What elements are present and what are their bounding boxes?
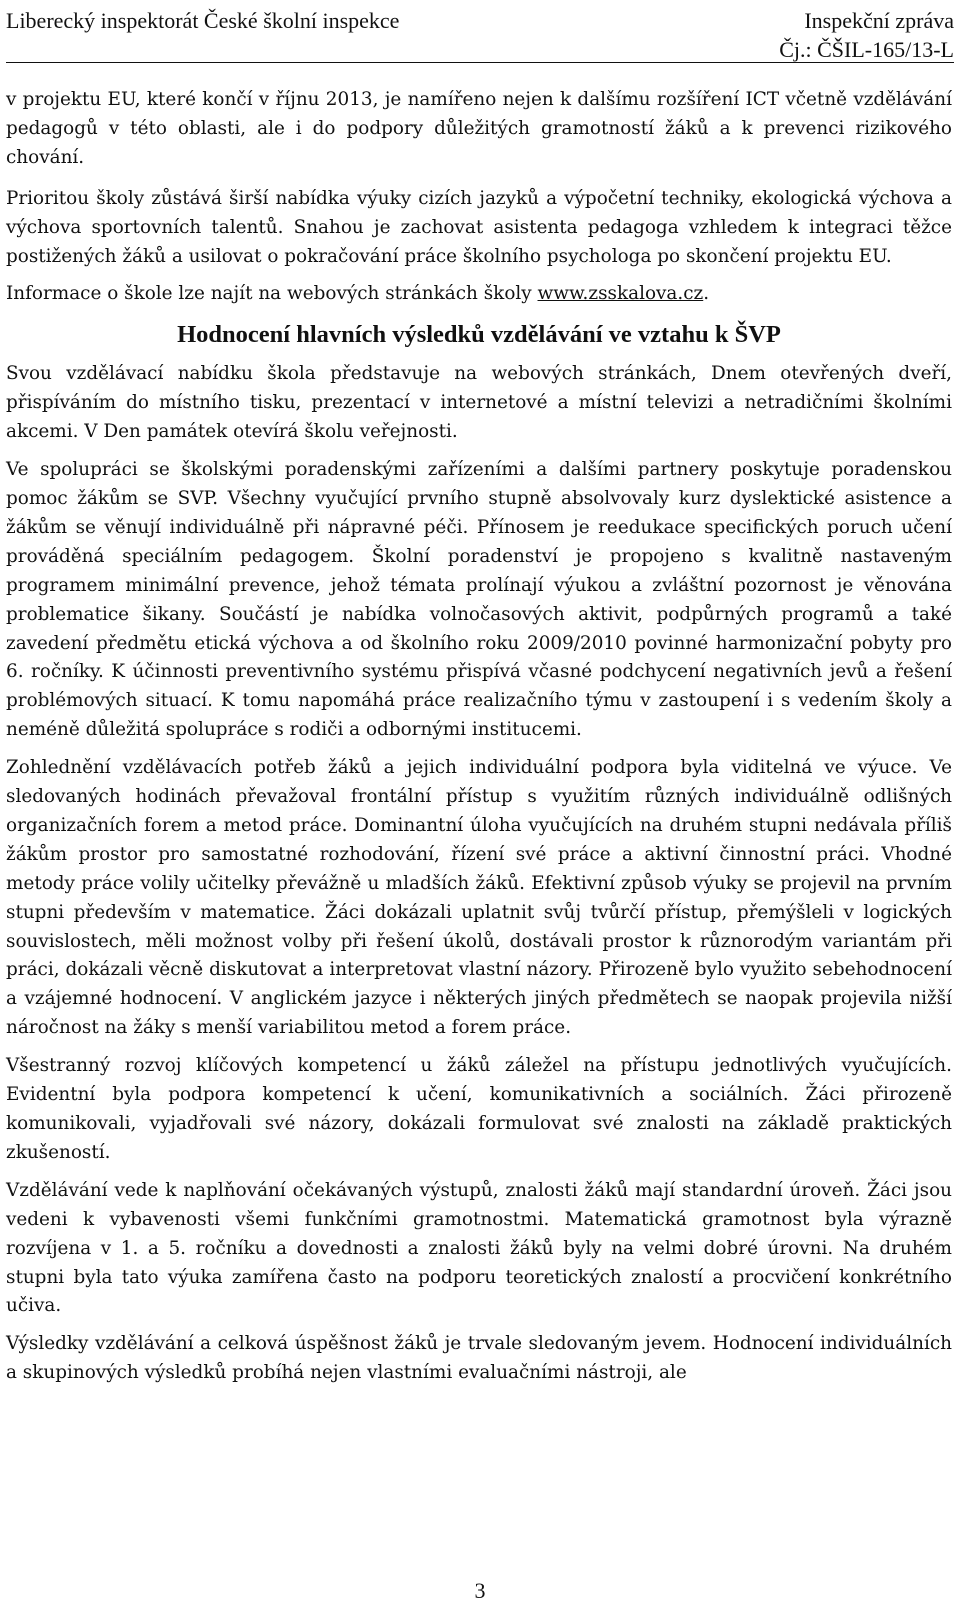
paragraph: Vzdělávání vede k naplňování očekávaných výstupů, znalosti žáků mají standardní úroveň. Žáci jsou vedeni k vybavenosti všemi funkčními gramotnostmi. Matematická gramotnost byla výrazně rozvíjena v 1. a 5. ročníku a dovednosti a znalosti žáků byly na velmi dobré úrovni. Na druhém stupni byla tato výuka zamířena často na podporu teoretických znalostí a procvičení konkrétního učiva. (6, 1179, 952, 1317)
info-text: Informace o škole lze najít na webových stránkách školy (6, 283, 538, 305)
info-line (6, 280, 952, 309)
info-suffix: . (703, 283, 710, 305)
paragraph: v projektu EU, které končí v říjnu 2013, je namířeno nejen k dalšímu rozšíření ICT včetně vzdělávání pedagogů v této oblasti, ale i do podpory důležitých gramotností žáků a k prevenci rizikového chování. (6, 89, 952, 168)
document-body (6, 86, 952, 1397)
paragraph: Zohlednění vzdělávacích potřeb žáků a jejich individuální podpora byla viditelná ve výuce. Ve sledovaných hodinách převažoval frontální přístup s využitím různých individuálně odlišných organizačních forem a metod práce. Dominantní úloha vyučujících na druhém stupni nedávala příliš žákům prostor pro samostatné rozhodování, řízení své práce a aktivní činnostní práci. Vhodné metody práce volily učitelky převážně u mladších žáků. Efektivní způsob výuky se projevil na prvním stupni především v matematice. Žáci dokázali uplatnit svůj tvůrčí přístup, přemýšleli v logických souvislostech, měli možnost volby při řešení úkolů, dostávali prostor k různorodým variantám při práci, dokázali věcně diskutovat a interpretovat vlastní názory. Přirozeně bylo využito sebehodnocení a vzájemné hodnocení. V anglickém jazyce i některých jiných předmětech se naopak projevila nižší náročnost na žáky s menší variabilitou metod a forem práce. (6, 757, 952, 1039)
header-report-info (779, 6, 954, 64)
school-website-link[interactable]: www.zsskalova.cz (537, 283, 704, 305)
section-heading: Hodnocení hlavních výsledků vzdělávání ve vztahu k ŠVP (177, 321, 781, 349)
header-reference-number: Čj.: ČŠIL-165/13-L (779, 37, 954, 62)
paragraph: Ve spolupráci se školskými poradenskými zařízeními a dalšími partnery poskytuje poradenskou pomoc žákům se SVP. Všechny vyučující prvního stupně absolvovaly kurz dyslektické asistence a žákům se věnují individuálně při nápravné péči. Přínosem je reedukace specifických poruch učení prováděná speciálním pedagogem. Školní poradenství je propojeno s kvalitně nastaveným programem minimální prevence, jehož témata prolínají výukou a zvláštní pozornost je věnována problematice šikany. Součástí je nabídka volnočasových aktivit, podpůrných programů a také zavedení předmětu etická výchova a od školního roku 2009/2010 povinné harmonizační pobyty pro 6. ročníky. K účinnosti preventivního systému přispívá včasné podchycení negativních jevů a řešení problémových situací. K tomu napomáhá práce realizačního týmu v zastoupení i s vedením školy a neméně důležitá spolupráce s rodiči a odbornými institucemi. (6, 459, 952, 741)
header-institution: Liberecký inspektorát České školní inspekce (6, 8, 400, 33)
page-header (6, 4, 954, 63)
header-report-type: Inspekční zpráva (804, 8, 954, 33)
page-number: 3 (474, 1578, 486, 1603)
paragraph: Výsledky vzdělávání a celková úspěšnost žáků je trvale sledovaným jevem. Hodnocení individuálních a skupinových výsledků probíhá nejen vlastními evaluačními nástroji, ale (6, 1333, 952, 1384)
paragraph: Prioritou školy zůstává širší nabídka výuky cizích jazyků a výpočetní techniky, ekologická výchova a výchova sportovních talentů. Snahou je zachovat asistenta pedagoga vzhledem k integraci těžce postižených žáků a usilovat o pokračování práce školního psychologa po skončení projektu EU. (6, 187, 952, 267)
paragraph: Svou vzdělávací nabídku škola představuje na webových stránkách, Dnem otevřených dveří, přispíváním do místního tisku, prezentací v internetové a místní televizi a netradičními školními akcemi. V Den památek otevírá školu veřejnosti. (6, 363, 952, 443)
paragraph: Všestranný rozvoj klíčových kompetencí u žáků záležel na přístupu jednotlivých vyučujících. Evidentní byla podpora kompetencí k učení, komunikativních a sociálních. Žáci přirozeně komunikovali, vyjadřovali své názory, dokázali formulovat své znalosti na základě praktických zkušeností. (6, 1055, 952, 1163)
